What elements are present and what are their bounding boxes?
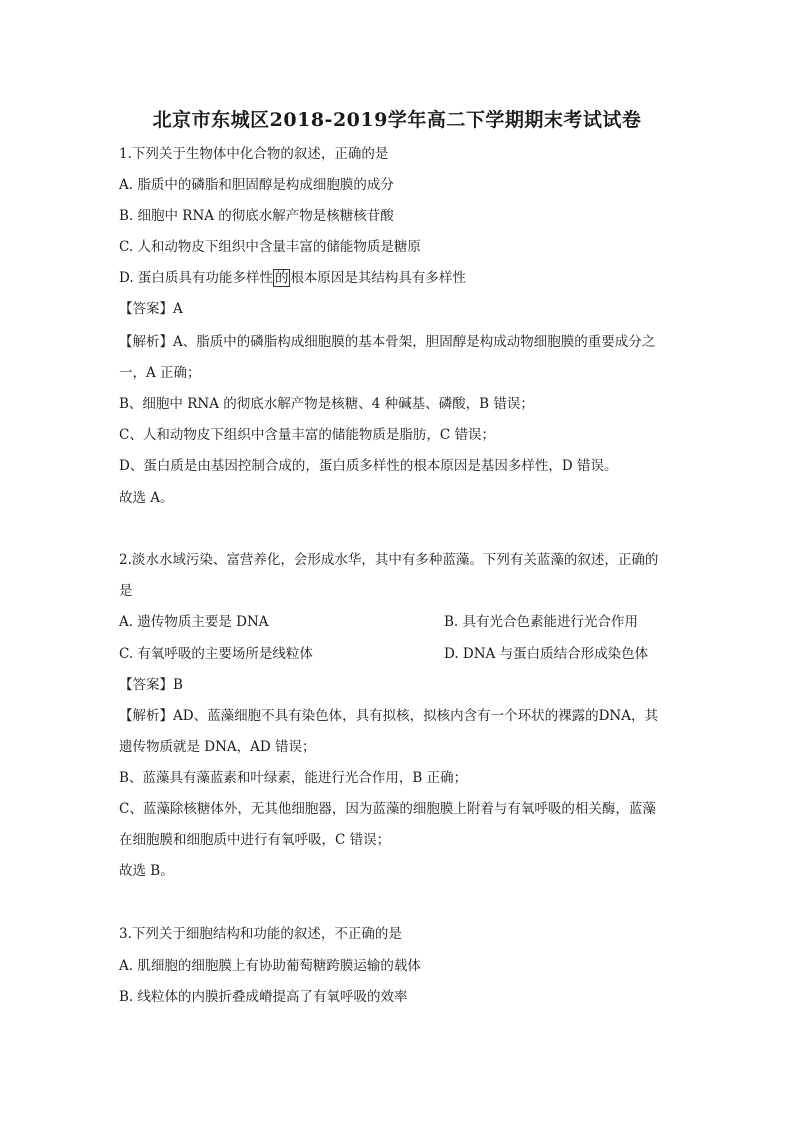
q3-option-a: A. 肌细胞的细胞膜上有协助葡萄糖跨膜运输的载体 <box>119 958 421 974</box>
q2-option-c: C. 有氧呼吸的主要场所是线粒体 <box>119 646 313 662</box>
q2-analysis-line: B、蓝藻具有藻蓝素和叶绿素，能进行光合作用，B 正确； <box>119 770 468 786</box>
q3-stem: 3.下列关于细胞结构和功能的叙述，不正确的是 <box>119 926 402 942</box>
q2-option-b: B. 具有光合色素能进行光合作用 <box>444 614 639 630</box>
q1-option-b: B. 细胞中 RNA 的彻底水解产物是核糖核苷酸 <box>119 208 394 224</box>
q2-analysis-line: 在细胞膜和细胞质中进行有氧呼吸，C 错误； <box>119 832 391 848</box>
q1-analysis-line: 一，A 正确； <box>119 365 201 381</box>
page-title: 北京市东城区2018-2019学年高二下学期期末考试试卷 <box>152 109 642 131</box>
q1-analysis-line: B、细胞中 RNA 的彻底水解产物是核糖、4 种碱基、磷酸，B 错误； <box>119 396 534 412</box>
q1-analysis-line: D、蛋白质是由基因控制合成的，蛋白质多样性的根本原因是基因多样性，D 错误。 <box>119 458 618 474</box>
q2-analysis-line: 遗传物质就是 DNA，AD 错误； <box>119 739 316 755</box>
q2-analysis-line: C、蓝藻除核糖体外，无其他细胞器，因为蓝藻的细胞膜上附着与有氧呼吸的相关酶，蓝藻 <box>119 801 656 817</box>
q1-option-d-boxed-char: 的 <box>274 270 289 286</box>
q1-stem: 1.下列关于生物体中化合物的叙述，正确的是 <box>119 146 389 162</box>
q1-answer: 【答案】A <box>119 301 183 317</box>
q2-option-a: A. 遗传物质主要是 DNA <box>119 614 269 630</box>
q2-analysis-line: 【解析】AD、蓝藻细胞不具有染色体，具有拟核，拟核内含有一个环状的裸露的DNA，其 <box>119 708 658 724</box>
q2-option-d: D. DNA 与蛋白质结合形成染色体 <box>444 646 649 662</box>
q2-stem: 2.淡水水域污染、富营养化，会形成水华，其中有多种蓝藻。下列有关蓝藻的叙述，正确的 <box>119 552 659 568</box>
q2-conclusion: 故选 B。 <box>119 863 174 879</box>
q2-stem-cont: 是 <box>119 583 133 599</box>
q1-option-a: A. 脂质中的磷脂和胆固醇是构成细胞膜的成分 <box>119 177 394 193</box>
q3-option-b: B. 线粒体的内膜折叠成嵴提高了有氧呼吸的效率 <box>119 989 408 1005</box>
q1-conclusion: 故选 A。 <box>119 490 174 506</box>
q2-answer: 【答案】B <box>119 677 183 693</box>
q1-option-d <box>119 269 679 287</box>
q1-option-c: C. 人和动物皮下组织中含量丰富的储能物质是糖原 <box>119 239 421 255</box>
q1-option-d-pre: D. 蛋白质具有功能多样性 <box>119 270 273 286</box>
q1-analysis-line: 【解析】A、脂质中的磷脂构成细胞膜的基本骨架，胆固醇是构成动物细胞膜的重要成分之 <box>119 334 656 350</box>
q1-option-d-post: 根本原因是其结构具有多样性 <box>290 270 466 286</box>
q1-analysis-line: C、人和动物皮下组织中含量丰富的储能物质是脂肪，C 错误； <box>119 427 495 443</box>
